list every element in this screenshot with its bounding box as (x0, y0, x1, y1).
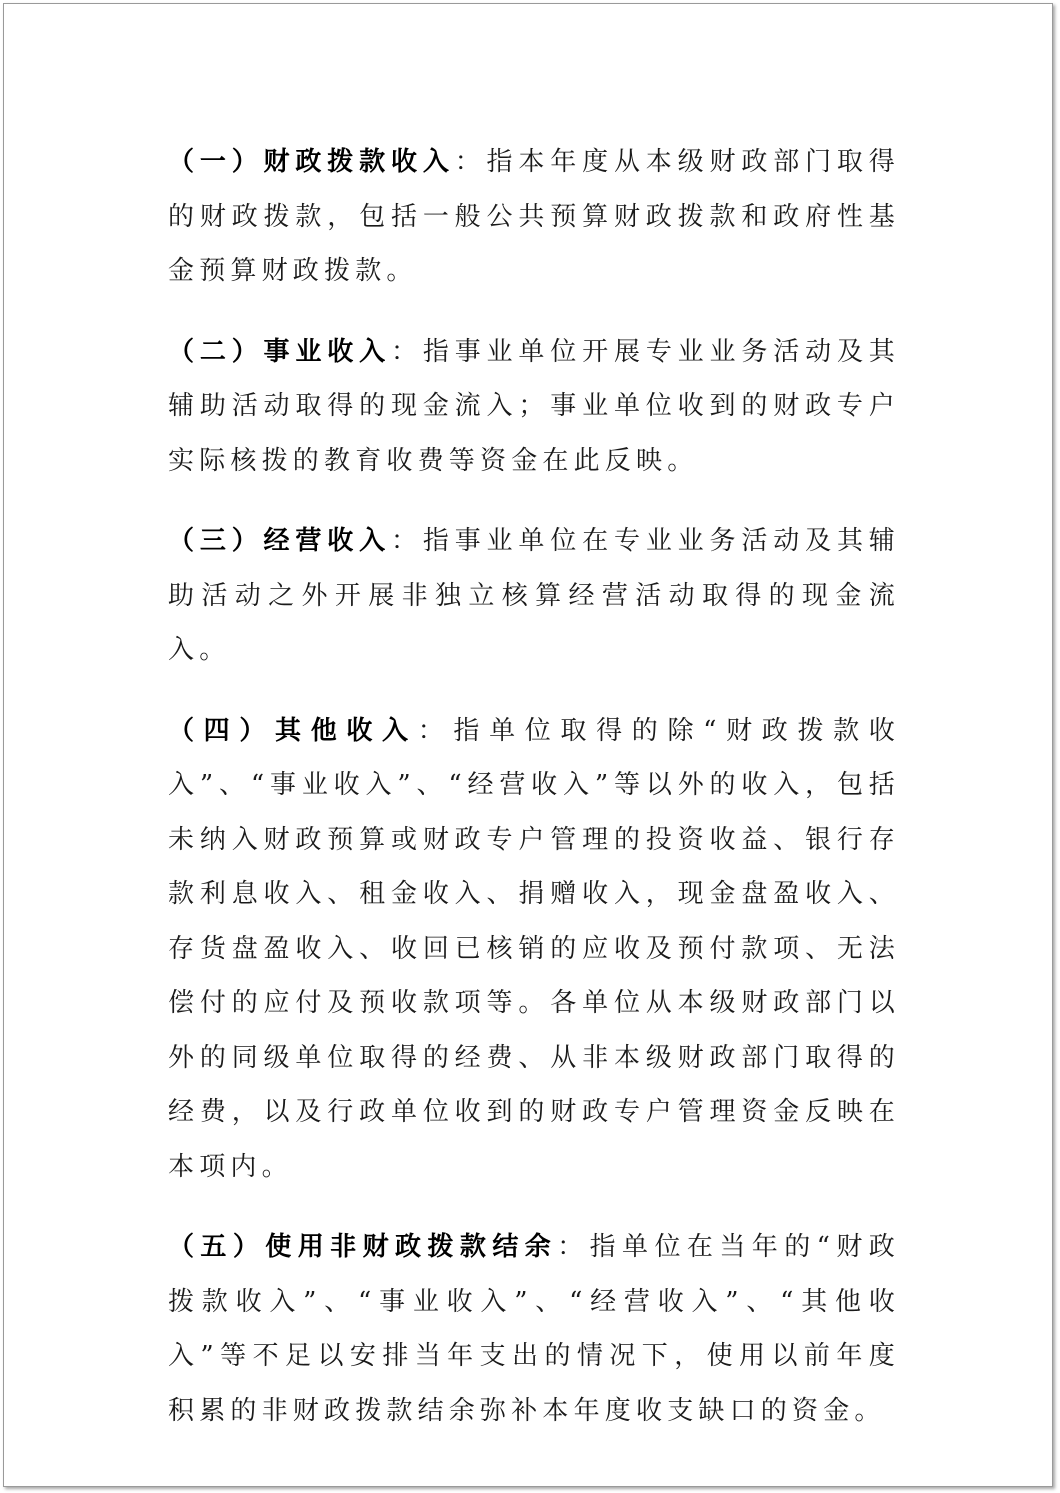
document-page (3, 3, 1053, 1487)
paragraph-text: ：指单位在当年的“财政拨款收入”、“事业收入”、“经营收入”、“其他收入”等不足以安排当年支出的情况下，使用以前年度积累的非财政拨款结余弥补本年度收支缺口的资金。 (168, 1232, 900, 1426)
paragraph-heading: （二）事业收入 (168, 336, 391, 367)
paragraph-business-income (168, 325, 900, 489)
paragraph-heading: （一）财政拨款收入 (168, 147, 455, 177)
paragraph-heading: （三）经营收入 (168, 526, 391, 556)
paragraph-text: ：指事业单位开展专业业务活动及其辅助活动取得的现金流入；事业单位收到的财政专户实际核拨的教育收费等资金在此反映。 (168, 336, 900, 476)
paragraph-other-income (168, 704, 900, 1195)
paragraph-text: ：指事业单位在专业业务活动及其辅助活动之外开展非独立核算经营活动取得的现金流入。 (168, 526, 900, 665)
document-body (168, 135, 900, 1464)
paragraph-heading: （四）其他收入 (168, 715, 418, 746)
paragraph-text: ：指单位取得的除“财政拨款收入”、“事业收入”、“经营收入”等以外的收入，包括未纳入财政预算或财政专户管理的投资收益、银行存款利息收入、租金收入、捐赠收入，现金盘盈收入、存货盘盈收入、收回已核销的应收及预付款项、无法偿付的应付及预收款项等。各单位从本级财政部门以外的同级单位取得的经费、从非本级财政部门取得的经费，以及行政单位收到的财政专户管理资金反映在本项内。 (168, 715, 901, 1182)
paragraph-heading: （五）使用非财政拨款结余 (168, 1232, 558, 1262)
paragraph-fiscal-appropriation-income (168, 135, 900, 299)
paragraph-operating-income (168, 514, 900, 678)
paragraph-text: ：指本年度从本级财政部门取得的财政拨款，包括一般公共预算财政拨款和政府性基金预算财政拨款。 (168, 147, 900, 286)
paragraph-non-fiscal-surplus-usage (168, 1220, 900, 1438)
